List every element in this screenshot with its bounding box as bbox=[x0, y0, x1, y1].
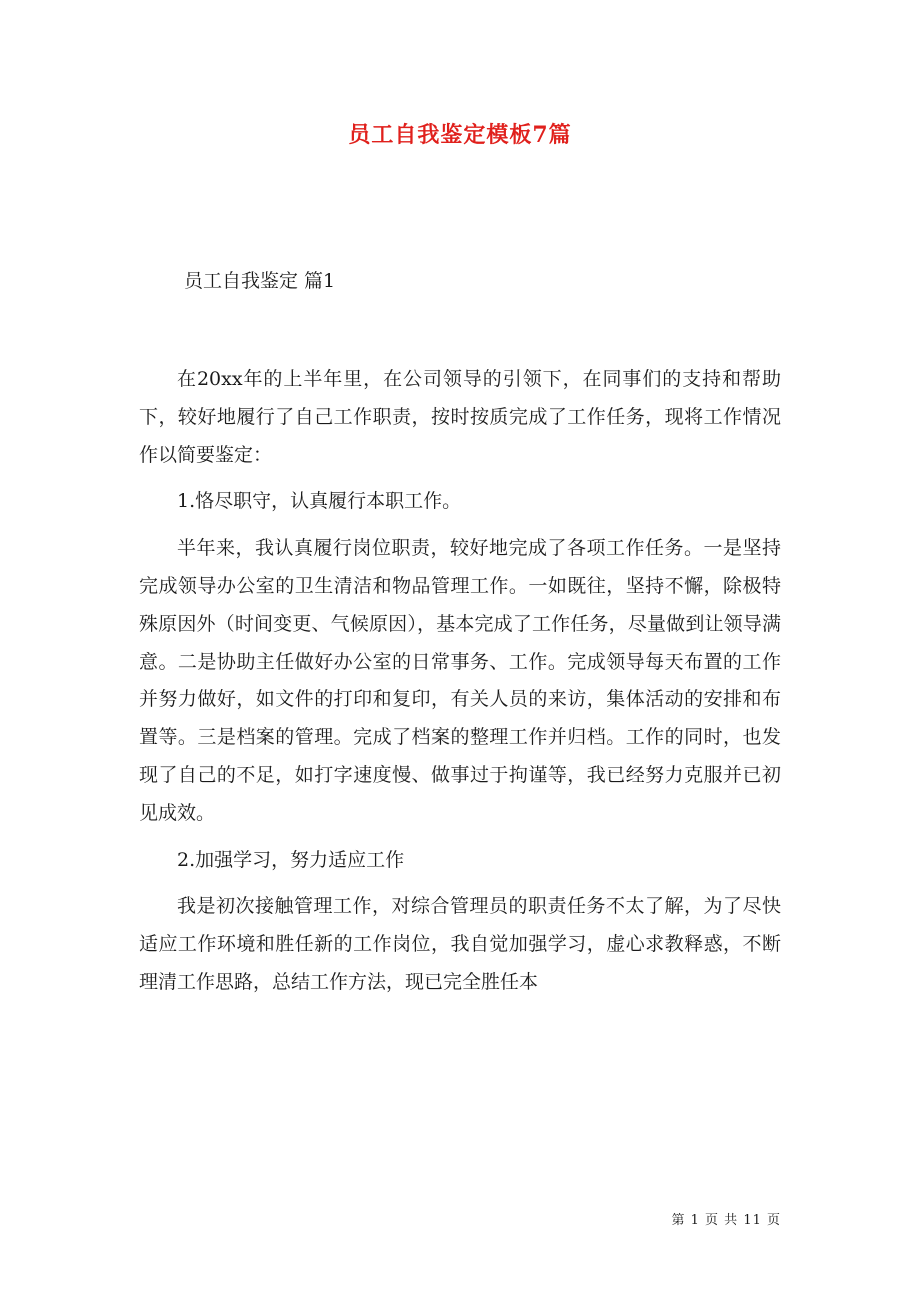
paragraph-intro: 在20xx年的上半年里，在公司领导的引领下，在同事们的支持和帮助下，较好地履行了自己工作职责，按时按质完成了工作任务，现将工作情况作以简要鉴定： bbox=[139, 368, 781, 466]
document-body bbox=[139, 361, 781, 1002]
paragraph-point-2-body: 我是初次接触管理工作，对综合管理员的职责任务不太了解，为了尽快适应工作环境和胜任新的工作岗位，我自觉加强学习，虚心求教释惑，不断理清工作思路，总结工作方法，现已完全胜任本 bbox=[139, 895, 781, 993]
document-title: 员工自我鉴定模板7篇 bbox=[348, 122, 572, 148]
paragraph-point-2-heading: 2.加强学习，努力适应工作 bbox=[177, 848, 405, 871]
section-heading: 员工自我鉴定 篇1 bbox=[184, 270, 336, 292]
paragraph-point-1-heading: 1.恪尽职守，认真履行本职工作。 bbox=[177, 490, 462, 513]
paragraph-point-1-body: 半年来，我认真履行岗位职责，较好地完成了各项工作任务。一是坚持完成领导办公室的卫生清洁和物品管理工作。一如既往，坚持不懈，除极特殊原因外（时间变更、气候原因），基本完成了工作任务，尽量做到让领导满意。二是协助主任做好办公室的日常事务、工作。完成领导每天布置的工作并努力做好，如文件的打印和复印，有关人员的来访，集体活动的安排和布置等。三是档案的管理。完成了档案的整理工作并归档。工作的同时，也发现了自己的不足，如打字速度慢、做事过于拘谨等，我已经努力克服并已初见成效。 bbox=[139, 537, 781, 824]
page-number-footer: 第 1 页 共 11 页 bbox=[671, 1213, 781, 1228]
